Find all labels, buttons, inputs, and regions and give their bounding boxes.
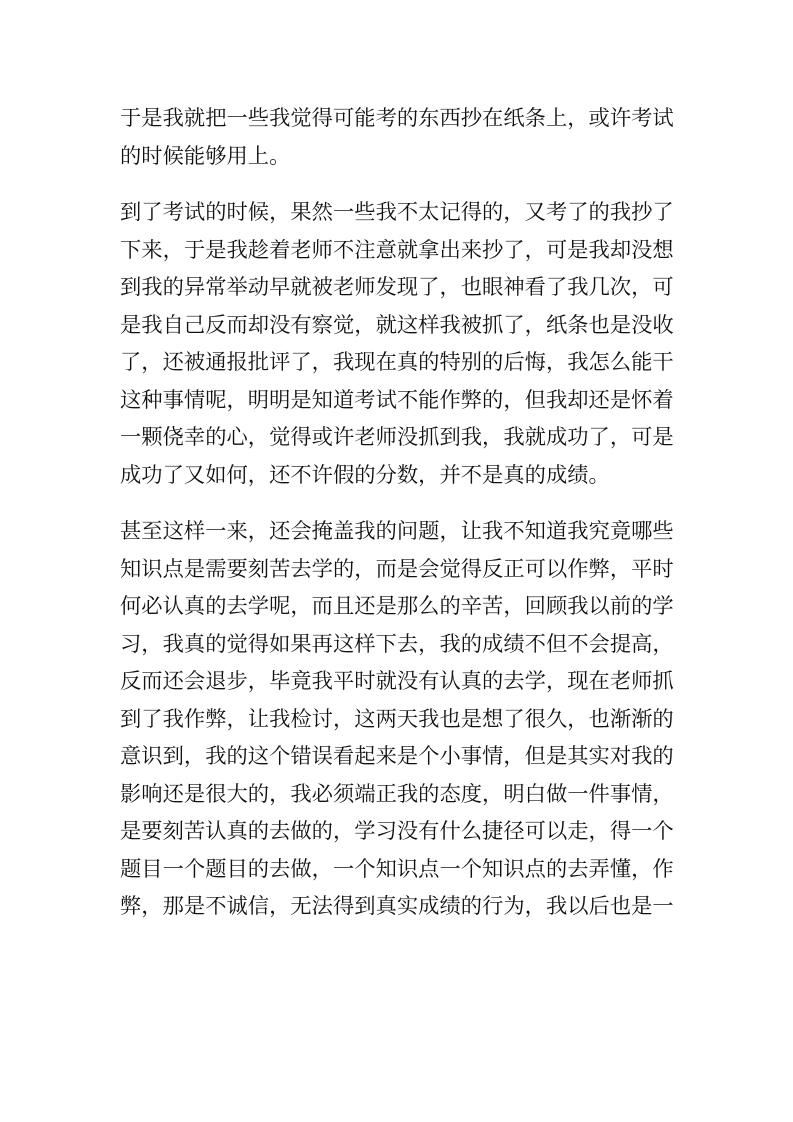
text-line: 弊，那是不诚信，无法得到真实成绩的行为，我以后也是一 — [120, 894, 674, 919]
text-line: 题目一个题目的去做，一个知识点一个知识点的去弄懂，作 — [120, 856, 674, 882]
text-line: 这种事情呢，明明是知道考试不能作弊的，但我却还是怀着 — [120, 387, 674, 413]
text-line: 下来，于是我趁着老师不注意就拿出来抄了，可是我却没想 — [120, 237, 674, 263]
text-line: 是我自己反而却没有察觉，就这样我被抓了，纸条也是没收 — [120, 312, 674, 338]
text-line: 到我的异常举动早就被老师发现了，也眼神看了我几次，可 — [120, 275, 674, 300]
text-line: 知识点是需要刻苦去学的，而是会觉得反正可以作弊，平时 — [120, 556, 674, 582]
text-line: 习，我真的觉得如果再这样下去，我的成绩不但不会提高， — [120, 631, 674, 657]
paragraph-1 — [120, 100, 676, 175]
text-line: 甚至这样一来，还会掩盖我的问题，让我不知道我究竟哪些 — [120, 519, 674, 544]
text-line: 成功了又如何，还不许假的分数，并不是真的成绩。 — [120, 462, 610, 488]
text-line: 反而还会退步，毕竟我平时就没有认真的去学，现在老师抓 — [120, 669, 674, 694]
text-line: 的时候能够用上。 — [120, 143, 291, 169]
text-line: 一颗侥幸的心，觉得或许老师没抓到我，我就成功了，可是 — [120, 425, 674, 450]
text-line: 影响还是很大的，我必须端正我的态度，明白做一件事情， — [120, 781, 674, 807]
text-line: 了，还被通报批评了，我现在真的特别的后悔，我怎么能干 — [120, 350, 674, 375]
text-line: 到了我作弊，让我检讨，这两天我也是想了很久，也渐渐的 — [120, 706, 674, 732]
text-line: 是要刻苦认真的去做的，学习没有什么捷径可以走，得一个 — [120, 819, 674, 844]
paragraph-spacing — [120, 494, 676, 513]
text-line: 到了考试的时候，果然一些我不太记得的，又考了的我抄了 — [120, 200, 674, 225]
text-line: 于是我就把一些我觉得可能考的东西抄在纸条上，或许考试 — [120, 106, 674, 131]
paragraph-spacing — [120, 175, 676, 194]
text-line: 何必认真的去学呢，而且还是那么的辛苦，回顾我以前的学 — [120, 594, 674, 619]
paragraph-2 — [120, 194, 676, 494]
text-line: 意识到，我的这个错误看起来是个小事情，但是其实对我的 — [120, 744, 674, 769]
body-text — [120, 100, 676, 926]
paragraph-3 — [120, 513, 676, 926]
